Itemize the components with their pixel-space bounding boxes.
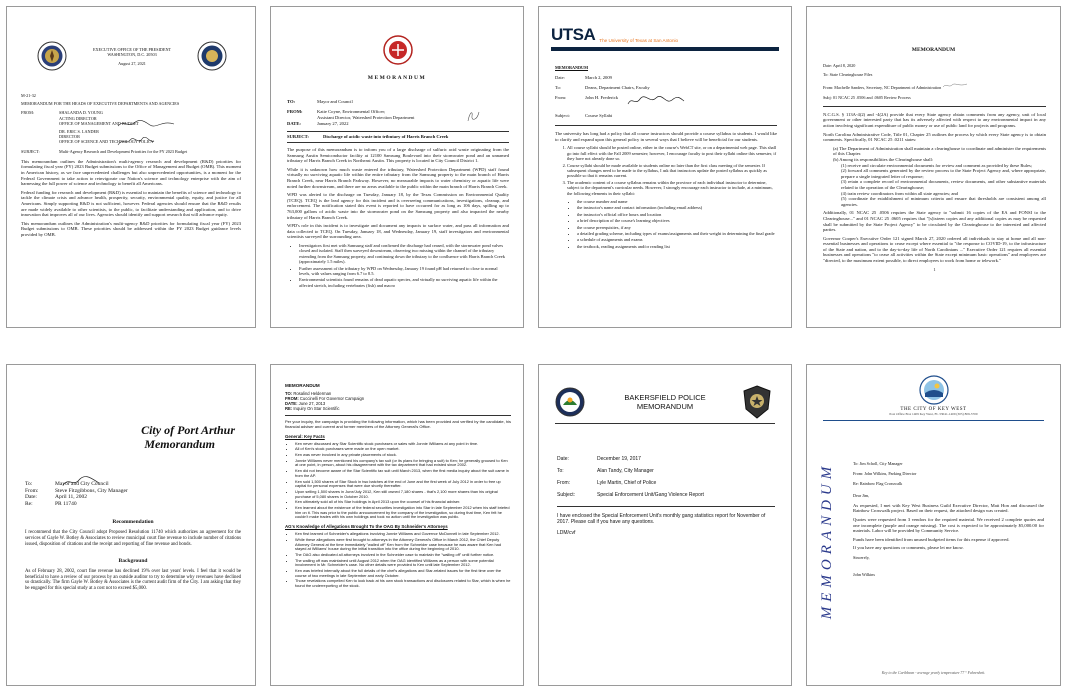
list-item: • Jonnie Williams never mentioned his company's tax suit (or its plans for bringing a suit) to Ken; he generally groused to Ken at one point, in person, about his disagreement with the tax department that had existed since 2002. <box>295 459 511 468</box>
document-page-2 <box>270 6 524 328</box>
document-page-5 <box>6 364 256 686</box>
to-label: To: <box>25 481 33 487</box>
quote-item: (1) receive and circulate environmental documents for review and comment as provided by these Rules; <box>841 162 1033 168</box>
list-item: • The walling off was maintained until August 2012 when the OAG identified Williams as a person with some potential involvement in Mr. Schneider's case. No other details were provided to Ken until late September 2012. <box>295 559 511 568</box>
body-paragraph-2: While it is unknown how much waste entered the tributary, Watershed Protection Department (WPD) staff found virtually no surviving aquatic life within the entire tributary from the Samsung property to the main branch of Harris Branch Creek, near Harris Branch Parkway. However, no measurable impacts to water chemistry or aquatic life were noted further downstream, and there are no areas available to the public within the main branch of Harris Branch Creek. <box>287 166 509 189</box>
subject-value: Special Enforcement Unit/Gang Violence Report <box>597 492 704 498</box>
subject-label: Subject: <box>555 113 571 119</box>
header-rule <box>555 423 775 424</box>
from2-office: OFFICE OF SCIENCE AND TECHNOLOGY POLICY <box>59 139 154 145</box>
date-value: April 11, 2002 <box>55 494 88 501</box>
body-paragraph-2: North Carolina Administrative Code, Title 01, Chapter 25 outlines the process by which every State agency is to obtain comments. Specifically, 01 NCAC 25 .0211 states: <box>823 131 1046 143</box>
subj-value: 01 NCAC 25 .0506 and .0605 Review Process <box>832 94 911 100</box>
from-value: Machelle Sanders, Secretary, NC Department of Administration <box>834 85 942 91</box>
body-paragraph-4: If you have any questions or comments, please let me know. <box>853 545 964 551</box>
ostp-seal-right <box>197 41 227 71</box>
from-label: FROM: <box>287 109 303 114</box>
signer-name: John Wilkins <box>853 572 875 578</box>
austin-seal <box>383 35 413 70</box>
key-west-seal <box>919 375 949 410</box>
numbered-item: 3. The academic content of a course syllabus remains within the province of each individual instructor to determine, subject to the department's curricular needs. However, I strongly encourage each instructor to include, at a minimum, the following elements in their syllabi: <box>567 180 777 196</box>
document-page-8 <box>806 364 1061 686</box>
memo-title: MEMORANDUM <box>636 402 694 411</box>
date-value: April 8, 2020 <box>832 63 856 68</box>
from-label: From: <box>557 480 571 486</box>
date-label: DATE: <box>285 401 298 406</box>
body-paragraph-3: WPD was alerted to the discharge on Tuesday, January 18, by the Texas Commission on Environmental Quality (TCEQ). TCEQ is the lead agency for this incident and is overseeing communications, investigations, cleanup, and enforcement. The notification stated this event is reported to have occurred for as long as 106 days, spilling up to 763,000 gallons of acidic waste into the stormwater pond on the Samsung property and also impacted the nearby tributary of Harris Branch Creek. <box>287 192 509 220</box>
closing: Sincerely, <box>853 554 870 560</box>
list-item: • Ken ultimately sold all of his Star holdings in April 2013 upon the counsel of his financial adviser. <box>295 500 511 505</box>
from-label: FROM: <box>21 110 35 116</box>
page-number: 1 <box>933 266 936 272</box>
from-line: From: John Wilkins, Parking Director <box>853 471 917 477</box>
body-paragraph-4: Governor Cooper's Executive Order 121 signed March 27, 2020 ordered all individuals to stay at home and all non-essential businesses and operations to cease except where essential to "the response to COVID-19, to the infrastructure of the State and nation, and to the day-to-day life of North Carolinians ..." Executive Order 121 requires all essential businesses and operations "to cease all activities within the State except minimum basic operations" and employees are "directed, to the maximum extent possible, to direct employees to work from home or telework." <box>823 235 1046 264</box>
memo-date: August 27, 2021 <box>118 61 146 67</box>
quote-item: (5) coordinate the establishment of minimum criteria and ensure that thresholds are consistent among all agencies. <box>841 196 1046 207</box>
facts-heading: General: Key Facts <box>285 433 325 439</box>
quote-item: (3) retain a complete record of environmental documents, review documents, and other substantive materials related to the operation of the Clearinghouse; <box>841 179 1046 190</box>
memo-title: MEMORANDUM <box>367 75 427 81</box>
memo-number: M-21-32 <box>21 93 36 98</box>
re-label: RE: <box>285 406 293 411</box>
to-label: To: <box>555 85 562 91</box>
re-value: Inquiry On Star Scientific <box>293 406 340 411</box>
signature-lander <box>116 137 156 148</box>
to-value: Deans, Department Chairs, Faculty <box>585 85 650 91</box>
to-label: To: <box>823 72 829 78</box>
re-value: PR 11740 <box>55 500 77 507</box>
date-value: March 2, 2009 <box>585 75 612 81</box>
header-rule <box>823 420 1044 421</box>
police-title: BAKERSFIELD POLICE <box>624 393 706 402</box>
re-line: Re: Rainbow Flag Crosswalk <box>853 481 903 487</box>
list-item: • Ken did not become aware of the Star Scientific tax suit until March 2013, when the first media inquiry about the suit came in from the AP. <box>295 469 511 478</box>
memo-title: MEMORANDUM <box>911 47 956 53</box>
body-paragraph-2: Quotes were requested from 3 vendors for the required material. We received 2 complete quotes and one incomplete (purple and orange missing). The cost is expected to be approximately $5,000.00 for materials. Labor will be provided by Community Service. <box>853 517 1044 534</box>
footer-note: Key to the Caribbean - average yearly temperature 77 ° Fahrenheit. <box>881 671 986 675</box>
initials: LDM/cvf <box>557 529 576 536</box>
document-page-6 <box>270 364 524 686</box>
from-label: From: <box>555 95 567 101</box>
list-item: • Environmental scientists found remains of dead aquatic species, and virtually no surviving aquatic life within the affected stretch, including vertebrates (fish) and macro <box>299 277 509 288</box>
from-value-2: Assistant Director, Watershed Protection Department <box>317 115 415 120</box>
subject-label: Subject: <box>557 492 576 498</box>
date-value: December 19, 2017 <box>597 456 641 462</box>
document-page-4 <box>806 6 1061 328</box>
body-paragraph-4: WPD's role in this incident is to investigate and document any impacts to surface water, and pass all information and data collected to TCEQ. On Tuesday, January 18, and Wednesday, January 19, staff investigators and environmental scientists surveyed the surrounding area. <box>287 223 509 240</box>
office-city: WASHINGTON, D.C. 20503 <box>107 52 157 58</box>
subject-value: Course Syllabi <box>585 113 613 119</box>
list-item: • Ken was never involved in any private placements of stock. <box>295 453 511 458</box>
list-item: • the course number and name <box>577 199 777 204</box>
signature-frederick <box>626 95 686 109</box>
body-rule <box>557 506 775 507</box>
presidential-seal-left <box>37 41 67 71</box>
list-item: • a detailed grading scheme, including types of exams/assignments and their weight in determining the final grade <box>577 231 777 236</box>
document-page-1 <box>6 6 256 328</box>
from-value: Cuccinelli For Governor Campaign <box>299 396 365 401</box>
utsa-header <box>551 27 678 43</box>
date-label: Date: <box>25 494 37 501</box>
to-value: Rosalind Helderman <box>293 391 332 396</box>
to-value: State Clearinghouse Files <box>829 72 873 78</box>
memo-title: Memorandum <box>144 437 215 451</box>
list-item: • Ken sold 1,500 shares of Star Stock in two batches at the end of June and the first week of July 2012 in order to free up capital for personal expenses that were due shortly thereafter. <box>295 480 511 489</box>
from-value: John H. Frederick <box>585 95 619 101</box>
from2-title: DIRECTOR <box>59 134 80 140</box>
city-name: City of Port Arthur <box>141 423 235 437</box>
memo-headline: MEMORANDUM FOR THE HEADS OF EXECUTIVE DEPARTMENTS AND AGENCIES <box>21 101 180 107</box>
from1-office: OFFICE OF MANAGEMENT AND BUDGET <box>59 120 139 126</box>
list-item: • The OAG also dedicated all attorneys involved in the Schneider case to maintain the "walling off" until further notice. <box>295 553 511 558</box>
subj-label: Subj: <box>823 94 832 100</box>
signature-fitzgibbons <box>61 475 101 494</box>
body-paragraph: I have enclosed the Special Enforcement Unit's monthly gang statistics report for November of 2017. Please call if you have any questions. <box>557 513 766 526</box>
quote-item: (4) train review coordinators from within all state agencies; and <box>841 190 958 196</box>
list-item: • While these allegations were first brought to attorneys in the Attorney General's Office in March 2012, the Chief Deputy Attorney General at the time immediately "walled off" Ken from the Schneider case because he was aware that Ken had stayed at Williams' house during the initial transition into the office during the beginning of 2010. <box>295 538 511 552</box>
body-paragraph-1: The purpose of this memorandum is to inform you of a large discharge of sulfuric acid waste originating from the Samsung Austin Semiconductor facility at 12100 Samsung Boulevard into their stormwater pond and an unnamed tributary of Harris Branch Creek in Northeast Austin. This property is located in City Council District 1. <box>287 147 509 164</box>
knowledge-heading: AG's Knowledge of Allegations Brought To the OAG By Schneider's Attorneys <box>285 524 448 530</box>
body-paragraph-2: Federal funding for research and development (R&D) is essential to maintain the benefits of science and technology to tackle the climate crisis and advance health, prosperity, security, environmental quality, equity, and justice for all Americans. Simply supporting R&D is not sufficient, however. Federal agencies should ensure that the R&D results are made widely available to other scientists, to the public, to facilitate understanding and application, and to drive innovation that improves all of our lives. Agencies should identify and support research that will advance equity. <box>21 189 241 218</box>
body-paragraph-1: N.C.G.S. § 113A-4(2) and -4(2A) provide that every State agency obtain comments from any agency, unit of local government or other interested party that has its adversely affected with respect to any environmental impact in any action involving significant expenditure of public money or use of public land for projects and programs. <box>823 111 1046 128</box>
from-value: Lyle Martin, Chief of Police <box>597 480 657 486</box>
body-paragraph-3: Funds have been identified from unused budgeted items for this expense if approved. <box>853 536 1010 542</box>
signature-young <box>116 119 176 130</box>
vertical-title: MEMORANDUM <box>819 461 836 619</box>
to-label: TO: <box>285 391 293 396</box>
list-item: • Ken learned about the existence of the federal securities investigation into Star in late September 2012 when his staff briefed him on it. This was prior to the public announcement by the company of the investigation, so during that time, Ken felt he couldn't make trades with his own holdings and took no action until the investigation was public. <box>295 506 511 520</box>
list-item: • Those revelations compelled Ken to look back at his own stock transactions and disclosures related to Star, which is when he found the underreporting of the stock. <box>295 579 511 588</box>
from-value: Steve Fitzgibbons, City Manager <box>55 487 128 494</box>
date-value: June 27, 2013 <box>298 401 326 406</box>
quote-item: (2) forward all comments generated by the review process to the State Project Agency and, where appropriate, prepare a single integrated letter of response; <box>841 168 1046 179</box>
to-label: To: <box>557 468 564 474</box>
city-name: THE CITY OF KEY WEST <box>900 407 967 412</box>
list-item: • Investigators first met with Samsung staff and confirmed the discharge had ceased, with the stormwater pond valves closed and isolated. Staff then surveyed downstream, observing two missing within the channel of the tributary extending from the Samsung property, and continuing down the tributary to the confluence with Harris Branch Creek (approximately 1.5 miles). <box>299 243 509 265</box>
city-address: Post Office Box 1409 Key West, FL 33041-1409 (305) 809-3700 <box>889 412 978 416</box>
vertical-memorandum-banner <box>815 425 841 655</box>
re-label: Re: <box>25 500 33 507</box>
document-page-7 <box>538 364 792 686</box>
to-label: TO: <box>287 99 296 104</box>
signature-coyne <box>465 109 481 128</box>
memo-title: MEMORANDUM <box>285 383 320 388</box>
list-item: • a schedule of assignments and exams <box>577 237 777 242</box>
list-item: • Further assessment of the tributary by WPD on Wednesday, January 19 found pH had returned to close to normal levels, with values ranging from 6.7 to 8.5. <box>299 266 509 277</box>
intro-paragraph: Per your inquiry, the campaign is providing the following information, which has been provided and verified by the candidate, his financial adviser and current and former members of the Attorney General's Office. <box>285 419 511 429</box>
subject-label: SUBJECT: <box>21 148 40 154</box>
date-label: Date: <box>823 63 833 68</box>
from-label: From: <box>823 85 834 91</box>
to-line: To: Jim Scholl, City Manager <box>853 461 903 466</box>
background-heading: Background <box>118 557 148 564</box>
to-value: Alan Tandy, City Manager <box>597 468 654 474</box>
body-paragraph-3: This memorandum outlines the Administration's multi-agency R&D priorities for formulating fiscal year (FY) 2023 Budget submissions to OMB. These priorities should be addressed within the FY 2023 Budget guidance levels provided by OMB. <box>21 220 241 237</box>
date-label: DATE: <box>287 121 301 126</box>
numbered-item: 2. Course syllabi should be made available to students online no later than the first class meeting of the semester. If subsequent changes need to be made to the syllabus, I ask that instructors update the posted syllabus as quickly as possible so that it remains current. <box>567 163 777 179</box>
subject-text: Multi-Agency Research and Development Priorities for the FY 2023 Budget <box>59 148 188 154</box>
subject-value: Discharge of acidic waste into tributary of Harris Branch Creek <box>323 134 449 139</box>
date-value: January 27, 2022 <box>317 121 349 126</box>
list-item: • Ken was briefed internally about the full details of the chef's allegations and Star-related issues for the first time over the course of two meetings in late September and early October. <box>295 569 511 578</box>
body-paragraph-3: Additionally, 01 NCAC 25 .0506 requires the State agency to "submit 16 copies of the EA and FONSI to the Clearinghouse..." and 01 NCAC 25 .0605 requires that "[s]ixteen copies and any additional copies as may be requested shall be submitted by the State Project Agency" to be circulated by the Clearinghouse to the interested and affected parties. <box>823 210 1046 233</box>
body-paragraph-1: As requested, I met with Key West Business Guild Executive Director, Matt Hon and discussed the Rainbow Crosswalk project. Based on their request, the attached design was created. <box>853 502 1044 514</box>
from2-name: DR. ERIC S. LANDER <box>59 129 99 135</box>
list-item: • the course prerequisites, if any <box>577 225 777 230</box>
university-name: The University of Texas at San Antonio <box>599 38 679 43</box>
from1-title: ACTING DIRECTOR <box>59 115 97 121</box>
recommendation-text: I recommend that the City Council adopt Proposed Resolution 11740 which authorizes an agreement for the services of Gayle W. Botley & Associates to review municipal court fine revenue to include number of citations issued, disposition of citations and the receipt and reporting of fine revenue and bonds. <box>25 530 241 547</box>
subject-label: SUBJECT: <box>287 134 309 139</box>
to-value: Mayor and City Council <box>55 481 109 487</box>
list-item: • the instructor's official office hours and location <box>577 212 777 217</box>
list-item: • Ken first learned of Schneider's allegations involving Jonnie Williams and Governor McDonnell in late September 2012. <box>295 532 511 537</box>
header-rule <box>551 47 779 51</box>
intro-paragraph: The university has long had a policy that all course instructors should provide a course syllabus to students. I would like to clarify and expand upon this general policy in several ways that I believe will be beneficial for our students. <box>555 131 777 142</box>
memo-title: MEMORANDUM <box>555 65 589 70</box>
from-label: FROM: <box>285 396 299 401</box>
from-label: From: <box>25 487 39 494</box>
list-item: • the textbook, reading assignments and/or reading list <box>577 244 777 249</box>
salutation: Dear Jim, <box>853 492 870 498</box>
list-item: • a brief description of the course's learning objectives <box>577 218 777 223</box>
quote-b: (b) Among its responsibilities the Clearinghouse shall: <box>833 156 934 162</box>
background-text: As of February 28, 2002, court fine revenue has declined 19% over last years' levels. I feel that it would be beneficial to have a review of our process by an outside auditor to try to determine why revenues have declined so drastically. The firm Gayle W. Botley & Associates is the current audit firm of the City. I am asking that they be engaged for this special study at a cost not to exceed $5,000. <box>25 568 241 592</box>
list-item: • Upon selling 1,500 shares in June/July 2012, Ken still owned 7,180 shares - that's 2,100 more shares than his original purchase of 5,080 shares in October 2010. <box>295 490 511 499</box>
numbered-item: 1. All course syllabi should be posted online, either in the course's WebCT site, or on a departmental web page. This shall go into full effect with the Fall 2009 semester; however, I encourage faculty to post their syllabi online this semester, if they have not already done so. <box>567 145 777 161</box>
date-label: Date: <box>555 75 565 81</box>
from-value-1: Katie Coyne, Environmental Officer; <box>317 109 386 114</box>
signature-sanders <box>942 85 968 90</box>
document-page-3 <box>538 6 792 328</box>
quote-a: (a) The Department of Administration shall maintain a clearinghouse to coordinate and administer the requirements of this Chapter. <box>833 145 1046 157</box>
list-item: • the instructor's name and contact information (including email address) <box>577 205 777 210</box>
list-item: • Ken never discussed any Star Scientific stock purchases or sales with Jonnie Williams at any point in time. <box>295 442 511 447</box>
from1-name: SHALANDA D. YOUNG <box>59 110 103 116</box>
to-value: Mayor and Council <box>317 99 353 104</box>
list-item: • All of Ken's stock purchases were made on the open market. <box>295 447 511 452</box>
recommendation-heading: Recommendation <box>112 519 154 526</box>
body-paragraph-1: This memorandum outlines the Administration's multi-agency research and development (R&D) priorities for formulating fiscal year (FY) 2023 Budget submissions to the Office of Management and Budget (OMB). This moment in American history, as we face unprecedented challenges but also unprecedented opportunities, is a moment for the Federal Government to take action to reinvigorate our Nation's science and technology enterprise with the aim of harnessing the full power of science and technology to benefit all Americans. <box>21 158 241 187</box>
office-heading: EXECUTIVE OFFICE OF THE PRESIDENT <box>92 47 172 52</box>
date-label: Date: <box>557 456 569 462</box>
utsa-logo: UTSA <box>551 25 596 44</box>
